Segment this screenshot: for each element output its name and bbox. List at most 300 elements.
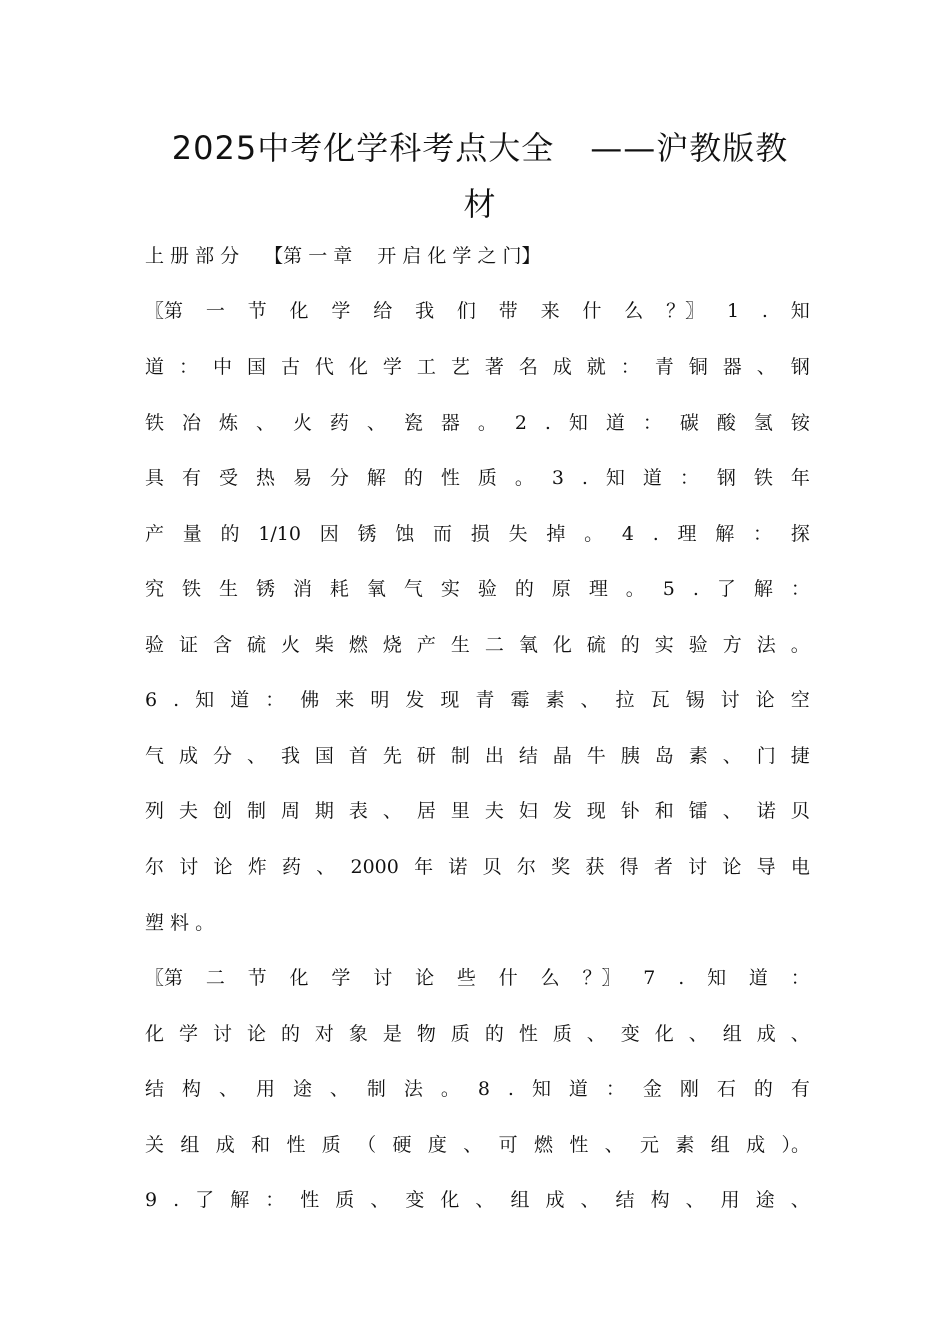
line-token: 。 xyxy=(477,412,497,434)
line-token: 明 xyxy=(370,689,390,711)
text-line xyxy=(145,1127,810,1163)
line-token: 消 xyxy=(292,578,312,600)
line-token: 有 xyxy=(181,467,201,489)
line-text: 上 册 部 分 【第 一 章 开 启 化 学 之 门】 xyxy=(145,245,541,267)
line-token: 、 xyxy=(722,745,742,767)
line-token: 的 xyxy=(620,634,640,656)
line-token: 什 xyxy=(582,300,602,322)
line-token: 〖第 xyxy=(145,967,184,989)
line-token: 器 xyxy=(440,412,460,434)
line-token: 二 xyxy=(205,967,225,989)
line-token: 有 xyxy=(790,1078,810,1100)
line-token: 获 xyxy=(585,856,605,878)
line-token: 验 xyxy=(688,634,708,656)
line-token: 法 xyxy=(403,1078,423,1100)
line-token: 原 xyxy=(551,578,571,600)
line-token: 尔 xyxy=(145,856,165,878)
line-token: 素 xyxy=(675,1134,695,1156)
line-token: 方 xyxy=(722,634,742,656)
text-line xyxy=(145,405,810,441)
line-token: 气 xyxy=(403,578,423,600)
line-token: 夫 xyxy=(178,800,198,822)
line-token: 什 xyxy=(498,967,518,989)
line-token: 镭 xyxy=(688,800,708,822)
line-token: 解 xyxy=(715,523,735,545)
line-token: 、 xyxy=(246,745,266,767)
line-token: 期 xyxy=(314,800,334,822)
line-token: 酸 xyxy=(716,412,736,434)
line-token: 氧 xyxy=(518,634,538,656)
line-token: 青 xyxy=(475,689,495,711)
line-token: 锡 xyxy=(685,689,705,711)
line-token: 道 xyxy=(568,1078,588,1100)
line-token: 和 xyxy=(251,1134,271,1156)
line-token: 炼 xyxy=(218,412,238,434)
line-token: 药 xyxy=(282,856,302,878)
line-token: 性 xyxy=(286,1134,306,1156)
line-token: 损 xyxy=(470,523,490,545)
line-token: 讨 xyxy=(212,1023,232,1045)
line-token: 对 xyxy=(314,1023,334,1045)
line-token: 生 xyxy=(450,634,470,656)
line-token: 研 xyxy=(416,745,436,767)
line-token: 成 xyxy=(746,1134,766,1156)
line-token: 铁 xyxy=(181,578,201,600)
line-token: . xyxy=(581,467,588,489)
line-token: 。 xyxy=(584,523,604,545)
line-token: ： xyxy=(265,1189,285,1211)
line-token: . xyxy=(692,578,699,600)
line-token: 成 xyxy=(178,745,198,767)
line-token: 氧 xyxy=(366,578,386,600)
line-token: 易 xyxy=(292,467,312,489)
line-token: 探 xyxy=(790,523,810,545)
line-token: 〖第 xyxy=(145,300,184,322)
line-token: 学 xyxy=(331,967,351,989)
line-token: 的 xyxy=(220,523,240,545)
line-token: 构 xyxy=(181,1078,201,1100)
line-token: 可 xyxy=(498,1134,518,1156)
line-token: 结 xyxy=(615,1189,635,1211)
line-token: . xyxy=(761,300,768,322)
text-line xyxy=(145,293,810,329)
line-token: 工 xyxy=(416,356,436,378)
line-token: 的 xyxy=(280,1023,300,1045)
line-token: 用 xyxy=(720,1189,740,1211)
line-token: 拉 xyxy=(615,689,635,711)
line-token: 组 xyxy=(180,1134,200,1156)
line-token: 具 xyxy=(145,467,165,489)
document-title-line-1 xyxy=(140,118,820,178)
line-token: 热 xyxy=(255,467,275,489)
line-token: 和 xyxy=(654,800,674,822)
line-token: 究 xyxy=(145,578,165,600)
line-token: 结 xyxy=(145,1078,165,1100)
line-token: 化 xyxy=(289,967,309,989)
line-token: 铜 xyxy=(688,356,708,378)
line-token: 火 xyxy=(280,634,300,656)
line-token: 导 xyxy=(756,856,776,878)
line-token: 氢 xyxy=(753,412,773,434)
line-token: 些 xyxy=(456,967,476,989)
text-line xyxy=(145,460,810,496)
line-token: ： xyxy=(605,1078,625,1100)
line-token: 代 xyxy=(314,356,334,378)
line-token: 讨 xyxy=(720,689,740,711)
line-token: 年 xyxy=(414,856,434,878)
line-token: 石 xyxy=(716,1078,736,1100)
line-token: 金 xyxy=(642,1078,662,1100)
line-token: 成 xyxy=(756,1023,776,1045)
line-token: 带 xyxy=(498,300,518,322)
line-token: 火 xyxy=(292,412,312,434)
line-token: 化 xyxy=(348,356,368,378)
line-token: 给 xyxy=(373,300,393,322)
line-token: 居 xyxy=(416,800,436,822)
text-line xyxy=(145,1071,810,1107)
line-token: . xyxy=(507,1078,514,1100)
line-token: 国 xyxy=(246,356,266,378)
line-token: ： xyxy=(753,523,773,545)
line-token: 产 xyxy=(416,634,436,656)
line-token: 艺 xyxy=(450,356,470,378)
line-token: 变 xyxy=(405,1189,425,1211)
line-token: 质 xyxy=(335,1189,355,1211)
line-token: 实 xyxy=(440,578,460,600)
line-token: 掉 xyxy=(546,523,566,545)
line-token: 度 xyxy=(427,1134,447,1156)
line-token: 得 xyxy=(619,856,639,878)
line-token: . xyxy=(544,412,551,434)
line-token: 燃 xyxy=(533,1134,553,1156)
line-token: 么 xyxy=(540,967,560,989)
line-token: 组 xyxy=(722,1023,742,1045)
text-line xyxy=(145,627,810,663)
line-token: 牛 xyxy=(586,745,606,767)
line-token: 量 xyxy=(182,523,202,545)
line-token: 的 xyxy=(484,1023,504,1045)
line-token: 2000 xyxy=(350,856,399,878)
line-token: 象 xyxy=(348,1023,368,1045)
line-token: 6 xyxy=(145,689,158,711)
line-token: 铁 xyxy=(145,412,165,434)
line-token: 佛 xyxy=(300,689,320,711)
line-token: 因 xyxy=(319,523,339,545)
line-token: 论 xyxy=(246,1023,266,1045)
line-token: 烧 xyxy=(382,634,402,656)
line-token: ： xyxy=(620,356,640,378)
line-token: 一 xyxy=(205,300,225,322)
line-token: 论 xyxy=(722,856,742,878)
line-token: 、 xyxy=(370,1189,390,1211)
line-token: 耗 xyxy=(329,578,349,600)
text-line xyxy=(145,682,810,718)
line-token: 学 xyxy=(331,300,351,322)
line-token: 瓷 xyxy=(403,412,423,434)
line-token: 先 xyxy=(382,745,402,767)
line-token: 、 xyxy=(688,1023,708,1045)
line-token: ： xyxy=(642,412,662,434)
line-token: 硫 xyxy=(586,634,606,656)
line-token: 现 xyxy=(586,800,606,822)
line-token: 制 xyxy=(450,745,470,767)
line-token: 著 xyxy=(484,356,504,378)
text-line xyxy=(145,1016,810,1052)
text-line xyxy=(145,793,810,829)
title-dash-part: ——沪教版教 xyxy=(590,129,789,167)
line-token: 制 xyxy=(246,800,266,822)
line-token: 电 xyxy=(790,856,810,878)
line-token: 、 xyxy=(580,689,600,711)
line-token: 成 xyxy=(552,356,572,378)
line-token: 岛 xyxy=(654,745,674,767)
text-line xyxy=(145,571,810,607)
line-token: 了 xyxy=(195,1189,215,1211)
line-token: 理 xyxy=(588,578,608,600)
line-token: 知 xyxy=(605,467,625,489)
line-token: 表 xyxy=(348,800,368,822)
line-token: 性 xyxy=(440,467,460,489)
line-token: 构 xyxy=(650,1189,670,1211)
line-token: 道 xyxy=(642,467,662,489)
line-token: . xyxy=(652,523,659,545)
line-token: 贝 xyxy=(482,856,502,878)
line-token: 了 xyxy=(716,578,736,600)
line-token: 妇 xyxy=(518,800,538,822)
line-token: 用 xyxy=(255,1078,275,1100)
line-token: 道 xyxy=(230,689,250,711)
line-token: 二 xyxy=(484,634,504,656)
line-token: 门 xyxy=(756,745,776,767)
line-token: 节 xyxy=(247,967,267,989)
line-token: 学 xyxy=(382,356,402,378)
text-line xyxy=(145,960,810,996)
line-token: 。 xyxy=(514,467,534,489)
line-token: 验 xyxy=(145,634,165,656)
title-main: 2025中考化学科考点大全 xyxy=(171,129,555,167)
line-token: ： xyxy=(679,467,699,489)
line-token: 、 xyxy=(255,412,275,434)
line-token: 质 xyxy=(450,1023,470,1045)
line-token: 晶 xyxy=(552,745,572,767)
line-token: 者 xyxy=(653,856,673,878)
line-token: 、 xyxy=(475,1189,495,1211)
line-token: 性 xyxy=(300,1189,320,1211)
line-token: 组 xyxy=(710,1134,730,1156)
line-token: 受 xyxy=(218,467,238,489)
line-token: 成 xyxy=(215,1134,235,1156)
line-token: 、 xyxy=(463,1134,483,1156)
line-token: 来 xyxy=(335,689,355,711)
line-token: 关 xyxy=(145,1134,165,1156)
line-token: 蚀 xyxy=(395,523,415,545)
line-token: 中 xyxy=(212,356,232,378)
line-token: 柴 xyxy=(314,634,334,656)
line-token: 诺 xyxy=(448,856,468,878)
line-token: 现 xyxy=(440,689,460,711)
line-token: 道 xyxy=(605,412,625,434)
line-token: . xyxy=(173,689,180,711)
line-token: 古 xyxy=(280,356,300,378)
line-token: 3 xyxy=(551,467,564,489)
line-token: 化 xyxy=(145,1023,165,1045)
line-token: 青 xyxy=(654,356,674,378)
line-token: 锈 xyxy=(357,523,377,545)
line-token: 验 xyxy=(477,578,497,600)
line-token: 产 xyxy=(145,523,165,545)
line-token: 解 xyxy=(366,467,386,489)
text-line xyxy=(145,349,810,385)
line-token: 讨 xyxy=(179,856,199,878)
line-token: 钋 xyxy=(620,800,640,822)
line-token: 铵 xyxy=(790,412,810,434)
line-token: 列 xyxy=(145,800,165,822)
text-line xyxy=(145,1182,810,1218)
line-token: 化 xyxy=(552,634,572,656)
line-token: 1/10 xyxy=(258,523,301,545)
line-token: 变 xyxy=(620,1023,640,1045)
line-token: 学 xyxy=(178,1023,198,1045)
line-token: 论 xyxy=(213,856,233,878)
line-token: 质 xyxy=(552,1023,572,1045)
line-token: 知 xyxy=(707,967,727,989)
line-token: 发 xyxy=(552,800,572,822)
line-token: . xyxy=(173,1189,180,1211)
line-token: 我 xyxy=(415,300,435,322)
line-token: 。 xyxy=(625,578,645,600)
text-line xyxy=(145,738,810,774)
line-token: . xyxy=(678,967,685,989)
line-token: 钢 xyxy=(790,356,810,378)
line-token: 1 xyxy=(726,300,740,322)
line-text: 塑 料 。 xyxy=(145,912,215,934)
line-token: 。 xyxy=(790,634,810,656)
line-token: 分 xyxy=(329,467,349,489)
line-token: 贝 xyxy=(790,800,810,822)
line-token: 9 xyxy=(145,1189,158,1211)
line-token: 含 xyxy=(212,634,232,656)
line-token: 4 xyxy=(621,523,634,545)
line-token: 碳 xyxy=(679,412,699,434)
line-token: 空 xyxy=(790,689,810,711)
line-token: 尔 xyxy=(516,856,536,878)
line-token: 是 xyxy=(382,1023,402,1045)
line-token: 、 xyxy=(604,1134,624,1156)
line-token: 元 xyxy=(640,1134,660,1156)
line-token: 们 xyxy=(456,300,476,322)
line-token: ： xyxy=(790,967,810,989)
line-token: 周 xyxy=(280,800,300,822)
line-token: ： xyxy=(178,356,198,378)
line-token: 捷 xyxy=(790,745,810,767)
line-token: 、 xyxy=(329,1078,349,1100)
text-line xyxy=(145,849,810,885)
line-token: 生 xyxy=(218,578,238,600)
line-token: 胰 xyxy=(620,745,640,767)
line-token: 而 xyxy=(433,523,453,545)
line-token: ？〗 xyxy=(582,967,621,989)
line-token: ）。 xyxy=(781,1134,810,1156)
line-token: 道 xyxy=(748,967,768,989)
line-token: 物 xyxy=(416,1023,436,1045)
line-token: 年 xyxy=(790,467,810,489)
line-token: 诺 xyxy=(756,800,776,822)
line-token: 论 xyxy=(755,689,775,711)
line-token: 锈 xyxy=(255,578,275,600)
line-token: 、 xyxy=(366,412,386,434)
line-token: 夫 xyxy=(484,800,504,822)
line-token: 的 xyxy=(514,578,534,600)
line-token: 首 xyxy=(348,745,368,767)
line-token: 、 xyxy=(722,800,742,822)
document-title-line-2: 材 xyxy=(463,185,497,223)
line-token: 瓦 xyxy=(650,689,670,711)
line-token: 冶 xyxy=(181,412,201,434)
line-token: 铁 xyxy=(753,467,773,489)
line-token: 硫 xyxy=(246,634,266,656)
line-token: 性 xyxy=(518,1023,538,1045)
line-token: 的 xyxy=(403,467,423,489)
line-token: 质 xyxy=(321,1134,341,1156)
line-token: 化 xyxy=(654,1023,674,1045)
line-token: 创 xyxy=(212,800,232,822)
line-token: 、 xyxy=(382,800,402,822)
line-token: 制 xyxy=(366,1078,386,1100)
line-token: 、 xyxy=(685,1189,705,1211)
line-token: 证 xyxy=(178,634,198,656)
line-token: 知 xyxy=(195,689,215,711)
line-token: 知 xyxy=(568,412,588,434)
line-token: 途 xyxy=(292,1078,312,1100)
line-token: 名 xyxy=(518,356,538,378)
line-token: 失 xyxy=(508,523,528,545)
line-token: 硬 xyxy=(392,1134,412,1156)
line-token: 化 xyxy=(440,1189,460,1211)
line-token: （ xyxy=(357,1134,377,1156)
line-token: 化 xyxy=(289,300,309,322)
line-token: 、 xyxy=(218,1078,238,1100)
line-token: 素 xyxy=(545,689,565,711)
line-token: 发 xyxy=(405,689,425,711)
line-token: 气 xyxy=(145,745,165,767)
line-token: 解 xyxy=(230,1189,250,1211)
line-token: 出 xyxy=(484,745,504,767)
line-token: 。 xyxy=(440,1078,460,1100)
line-token: 就 xyxy=(586,356,606,378)
line-token: 、 xyxy=(790,1023,810,1045)
line-token: 么 xyxy=(624,300,644,322)
line-token: 里 xyxy=(450,800,470,822)
line-token: 解 xyxy=(753,578,773,600)
line-token: 炸 xyxy=(247,856,267,878)
line-token: 素 xyxy=(688,745,708,767)
line-token: 讨 xyxy=(373,967,393,989)
line-token: 质 xyxy=(477,467,497,489)
line-token: 法 xyxy=(756,634,776,656)
line-token: 知 xyxy=(790,300,810,322)
line-token: 来 xyxy=(540,300,560,322)
line-token: 2 xyxy=(514,412,527,434)
line-token: 实 xyxy=(654,634,674,656)
line-token: 成 xyxy=(545,1189,565,1211)
line-token: 器 xyxy=(722,356,742,378)
line-token: 道 xyxy=(145,356,165,378)
line-token: 、 xyxy=(316,856,336,878)
line-token: 的 xyxy=(753,1078,773,1100)
line-token: 钢 xyxy=(716,467,736,489)
line-token: ： xyxy=(265,689,285,711)
line-token: 途 xyxy=(755,1189,775,1211)
